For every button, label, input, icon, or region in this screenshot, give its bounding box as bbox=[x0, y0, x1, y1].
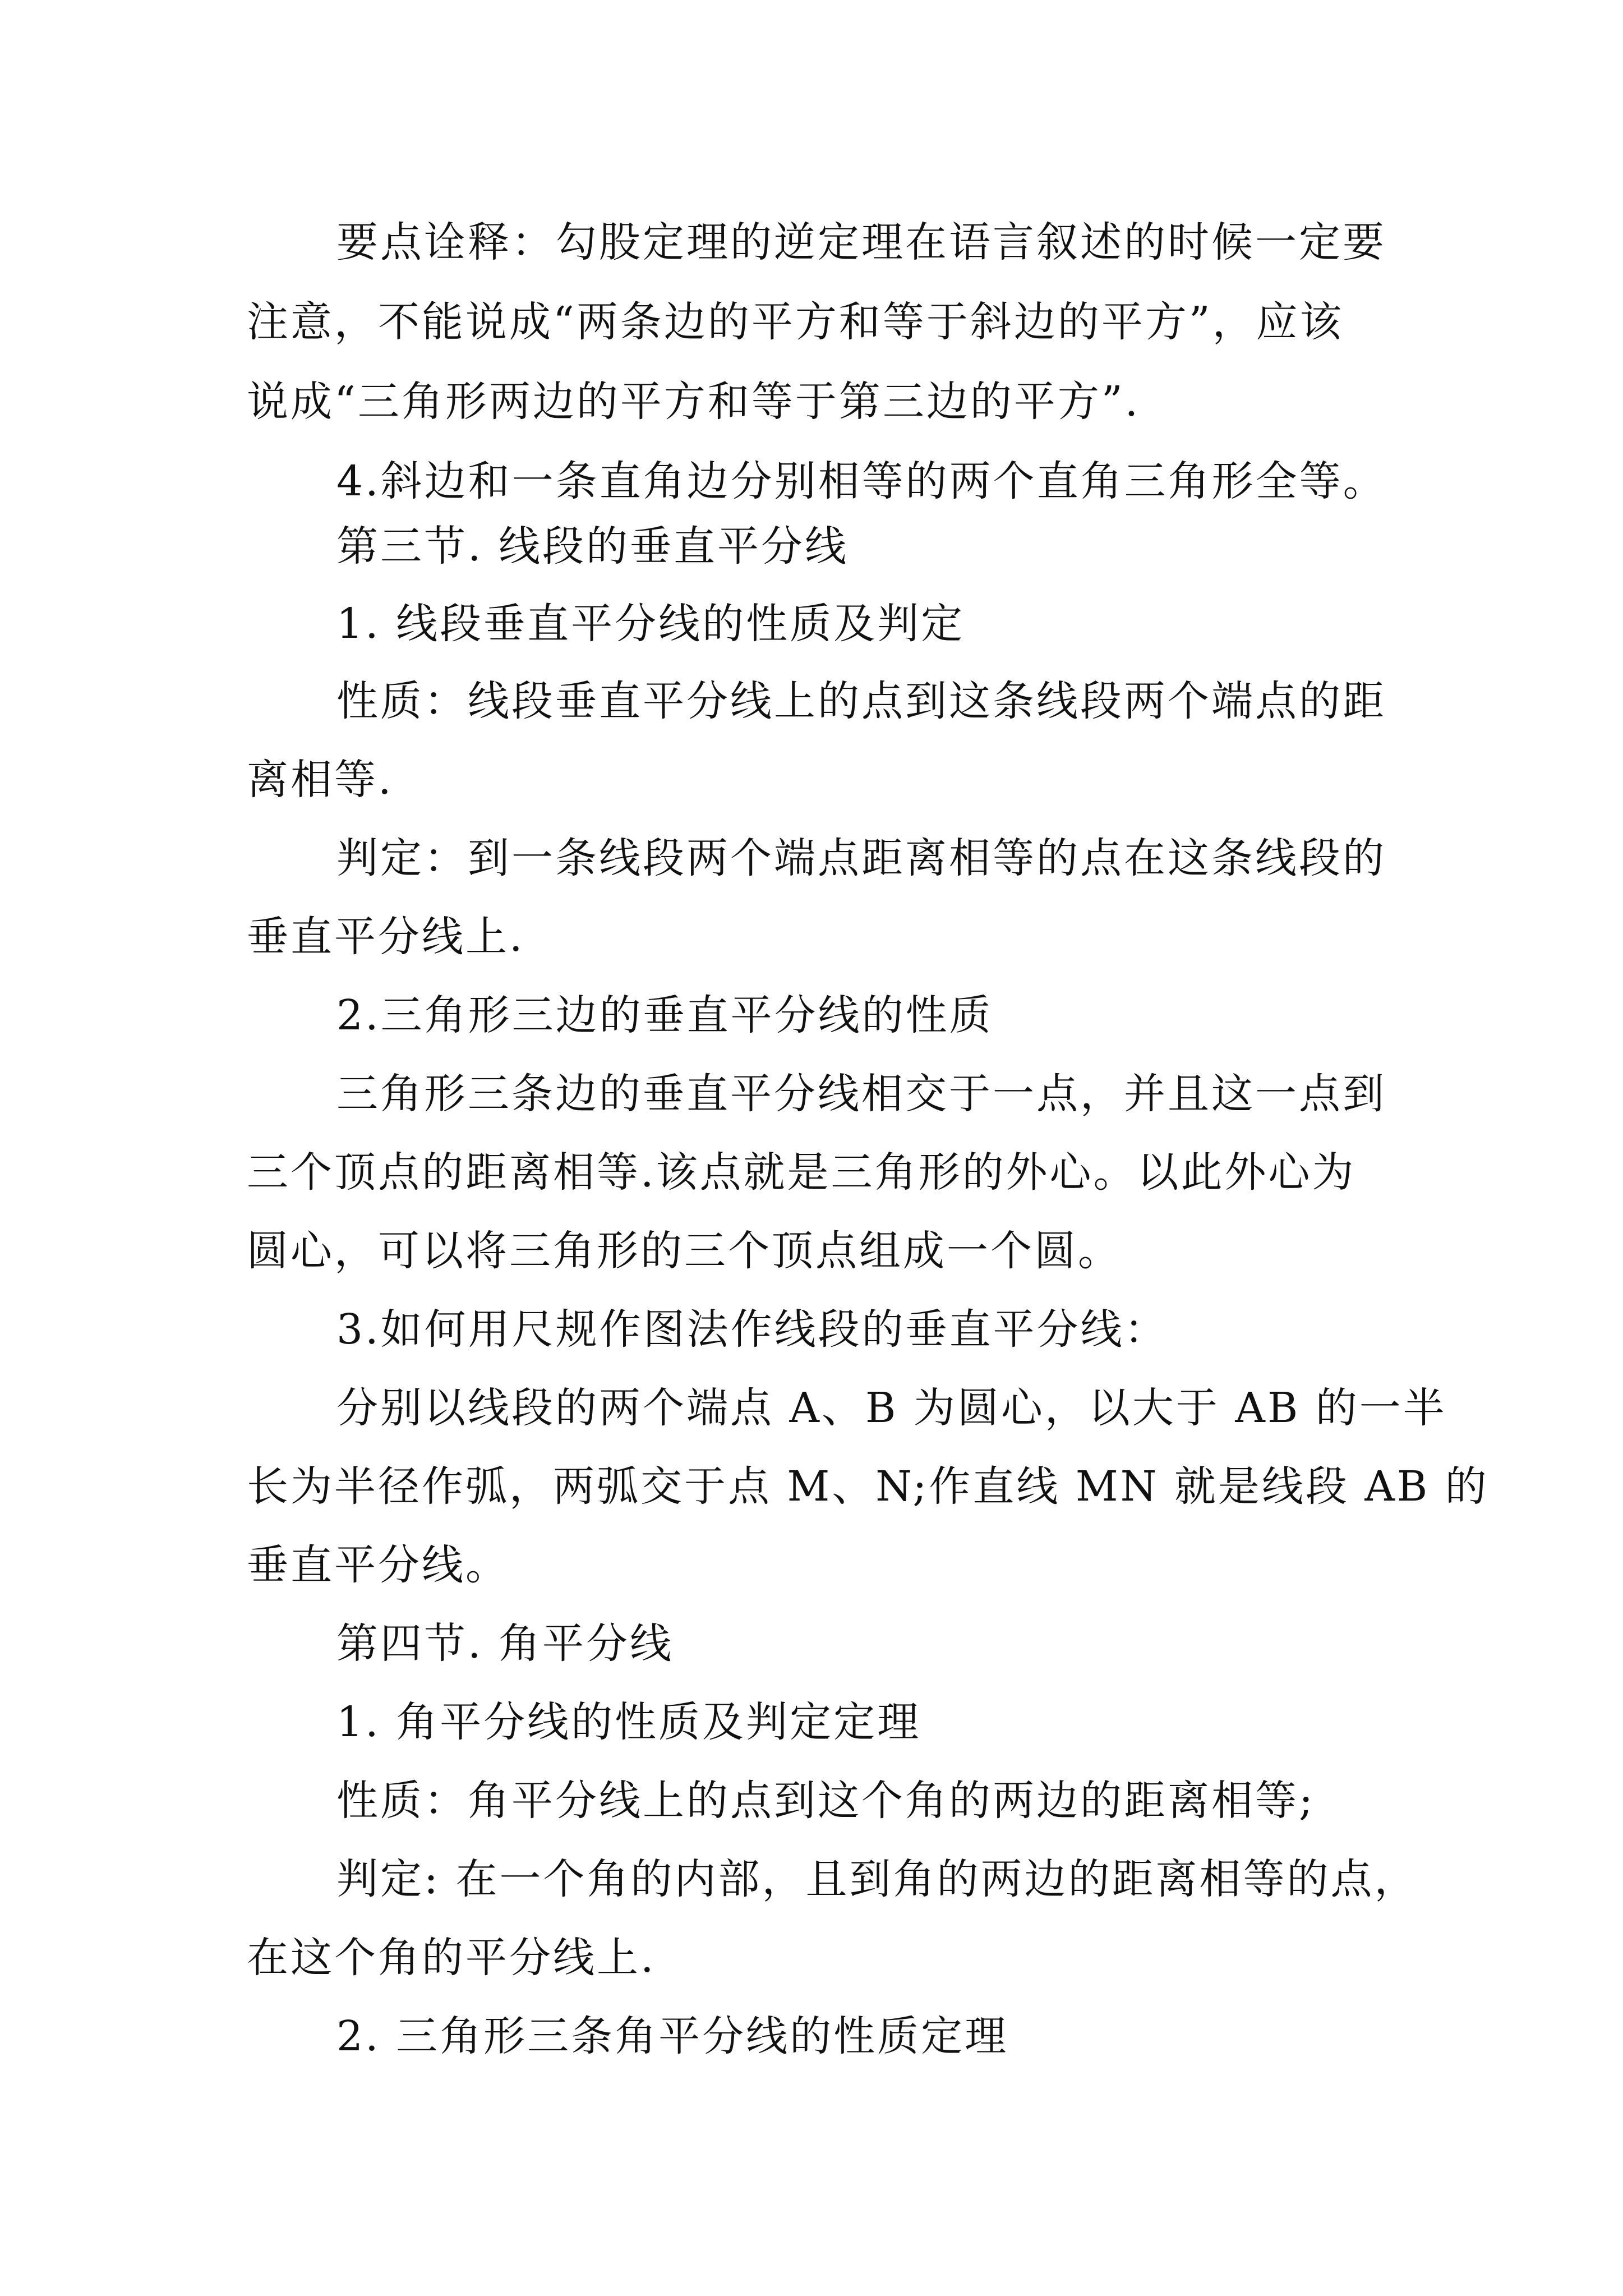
text-line: 判定: 在一个角的内部，且到角的两边的距离相等的点， bbox=[336, 1855, 1418, 1903]
text-line: 性质：角平分线上的点到这个角的两边的距离相等; bbox=[336, 1777, 1315, 1825]
section-heading: 第四节. 角平分线 bbox=[336, 1619, 674, 1668]
text-line: 分别以线段的两个端点 A、B 为圆心，以大于 AB 的一半 bbox=[336, 1384, 1447, 1432]
subsection-heading: 1. 线段垂直平分线的性质及判定 bbox=[336, 600, 965, 648]
text-line: 4.斜边和一条直角边分别相等的两个直角三角形全等。 bbox=[336, 457, 1387, 505]
text-line: 性质：线段垂直平分线上的点到这条线段两个端点的距 bbox=[336, 677, 1386, 725]
subsection-heading: 1. 角平分线的性质及判定定理 bbox=[336, 1698, 921, 1746]
text-line: 垂直平分线。 bbox=[247, 1541, 509, 1589]
text-line: 判定：到一条线段两个端点距离相等的点在这条线段的 bbox=[336, 834, 1386, 882]
text-line: 在这个角的平分线上. bbox=[247, 1934, 656, 1982]
text-line: 三角形三条边的垂直平分线相交于一点，并且这一点到 bbox=[336, 1070, 1386, 1118]
text-line: 长为半径作弧，两弧交于点 M、N;作直线 MN 就是线段 AB 的 bbox=[247, 1462, 1489, 1511]
text-line: 说成“三角形两边的平方和等于第三边的平方”. bbox=[247, 378, 1141, 426]
text-line: 离相等. bbox=[247, 756, 394, 804]
text-line: 圆心，可以将三角形的三个顶点组成一个圆。 bbox=[247, 1227, 1122, 1275]
section-heading: 第三节. 线段的垂直平分线 bbox=[336, 522, 849, 570]
subsection-heading: 3.如何用尺规作图法作线段的垂直平分线： bbox=[336, 1305, 1168, 1354]
subsection-heading: 2.三角形三边的垂直平分线的性质 bbox=[336, 991, 993, 1039]
subsection-heading: 2. 三角形三条角平分线的性质定理 bbox=[336, 2012, 1009, 2060]
text-line: 要点诠释：勾股定理的逆定理在语言叙述的时候一定要 bbox=[336, 218, 1386, 266]
text-line: 垂直平分线上. bbox=[247, 913, 525, 961]
text-line: 注意，不能说成“两条边的平方和等于斜边的平方”，应该 bbox=[247, 298, 1344, 346]
text-line: 三个顶点的距离相等.该点就是三角形的外心。以此外心为 bbox=[247, 1148, 1356, 1197]
